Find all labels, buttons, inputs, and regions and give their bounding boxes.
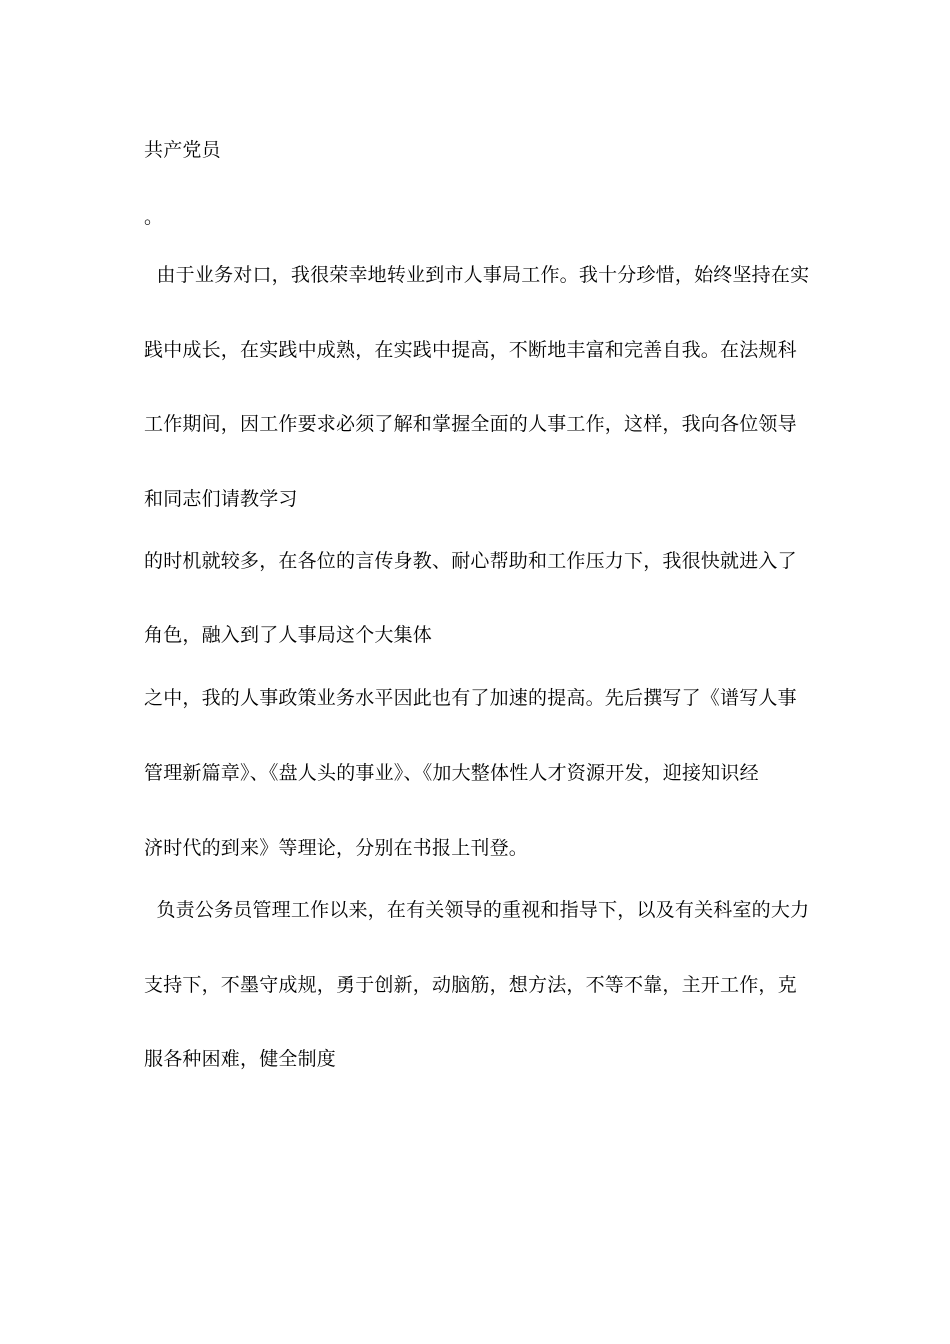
text-line-10: 管理新篇章》、《盘人头的事业》、《加大整体性人才资源开发，迎接知识经 — [144, 762, 759, 784]
text-line-5: 工作期间，因工作要求必须了解和掌握全面的人事工作，这样，我向各位领导 — [144, 413, 797, 435]
text-line-14: 服各种困难，健全制度 — [144, 1048, 337, 1070]
text-line-7: 的时机就较多，在各位的言传身教、耐心帮助和工作压力下，我很快就进入了 — [144, 550, 797, 572]
text-line-1: 共产党员 — [144, 139, 221, 161]
text-line-6: 和同志们请教学习 — [144, 488, 298, 510]
text-line-4: 践中成长，在实践中成熟，在实践中提高，不断地丰富和完善自我。在法规科 — [144, 339, 797, 361]
text-line-2: 。 — [144, 206, 164, 228]
text-line-13: 支持下，不墨守成规，勇于创新，动脑筋，想方法，不等不靠，主开工作，克 — [144, 974, 797, 996]
text-line-11: 济时代的到来》等理论，分别在书报上刊登。 — [144, 837, 529, 859]
text-line-8: 角色，融入到了人事局这个大集体 — [144, 624, 433, 646]
text-line-3: 由于业务对口，我很荣幸地转业到市人事局工作。我十分珍惜，始终坚持在实 — [144, 264, 810, 286]
text-line-12: 负责公务员管理工作以来，在有关领导的重视和指导下，以及有关科室的大力 — [144, 899, 810, 921]
text-line-9: 之中，我的人事政策业务水平因此也有了加速的提高。先后撰写了《谱写人事 — [144, 687, 797, 709]
